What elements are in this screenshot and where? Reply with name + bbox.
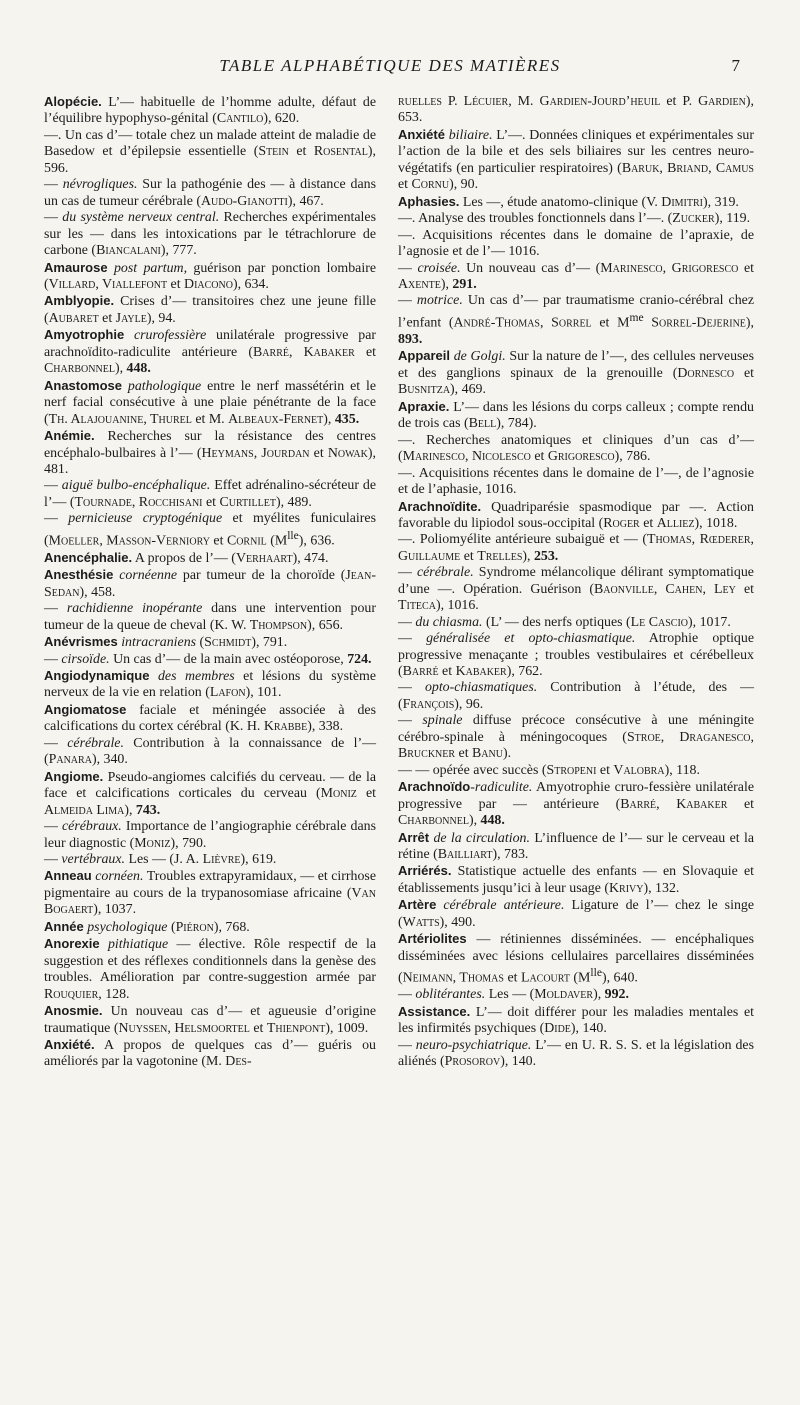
index-entry: Angiomatose faciale et méningée associée à des calcifications du cortex cérébral (K. H. Krabbe), 338. xyxy=(44,701,376,735)
index-entry: Anneau cornéen. Troubles extrapyramidaux, — et cirrhose pigmentaire au cours de la trypanosomiase africaine (Van Bogaert), 1037. xyxy=(44,868,376,918)
index-entry: — cérébraux. Importance de l’angiographie cérébrale dans leur diagnostic (Moniz), 790. xyxy=(44,819,376,851)
index-entry: — spinale diffuse précoce consécutive à une méningite cérébro-spinale à méningocoques (Stroe, Draganesco, Bruckner et Banu). xyxy=(398,713,754,762)
index-entry: Anxiété. A propos de quelques cas d’— guéris ou améliorés par la vagotonine (M. Des- xyxy=(44,1037,376,1070)
page-title: TABLE ALPHABÉTIQUE DES MATIÈRES xyxy=(219,56,561,75)
index-entry: Arachnoïdite. Quadriparésie spasmodique par —. Action favorable du lipiodol sous-occipital (Roger et Alliez), 1018. xyxy=(398,498,754,531)
page-number: 7 xyxy=(731,56,740,75)
index-entry: Aphasies. Les —, étude anatomo-clinique (V. Dimitri), 319. xyxy=(398,193,739,210)
index-entry: — pernicieuse cryptogénique et myélites funiculaires (Moeller, Masson-Verniory et Cornil $(M^{lle})$, 636. xyxy=(44,511,376,549)
index-entry: Amyotrophie crurofessière unilatérale progressive par arachnoïdito-radiculite antérieure (Barré, Kabaker et Charbonnel), 448. xyxy=(44,327,376,377)
left-column xyxy=(44,94,376,1071)
index-entry: — neuro-psychiatrique. L’— en U. R. S. S. et la législation des aliénés (Prosorov), 140. xyxy=(398,1037,754,1070)
index-entry: ruelles P. Lécuier, M. Gardien-Jourd’heuil et P. Gardien), 653. xyxy=(398,94,754,126)
index-entry: —. Recherches anatomiques et cliniques d’un cas d’— (Marinesco, Nicolesco et Grigoresco), 786. xyxy=(398,432,754,465)
index-entry: — motrice. Un cas d’— par traumatisme cranio-cérébral chez l’enfant (André-Thomas, Sorrel et $M^{me}$ Sorrel-Dejerine), 893. xyxy=(398,293,755,347)
index-entry: — opto-chiasmatiques. Contribution à l’étude, des — (François), 96. xyxy=(398,680,754,712)
index-entry: — névrogliques. Sur la pathogénie des — à distance dans un cas de tumeur cérébrale (Audo-Gianotti), 467. xyxy=(44,177,376,209)
index-entry: — vertébraux. Les — (J. A. Lièvre), 619. xyxy=(44,852,277,868)
index-entry: Amaurose post partum, guérison par ponction lombaire (Villard, Viallefont et Diacono), 634. xyxy=(44,259,376,292)
index-entry: Angiome. Pseudo-angiomes calcifiés du cerveau. — de la face et calcifications corticales du cerveau (Moniz et Almeida Lima), 743. xyxy=(44,768,377,818)
index-entry: — du chiasma. (L’ — des nerfs optiques (Le Cascio), 1017. xyxy=(398,614,731,630)
index-entry: Anastomose pathologique entre le nerf massétérin et le nerf facial consécutive à une plaie pénétrante de la face (Th. Alajouanine, Thurel et M. Albeaux-Fernet), 435. xyxy=(44,377,376,427)
index-entry: Appareil de Golgi. Sur la nature de l’—, des cellules nerveuses et des ganglions spinaux de la grenouille (Dornesco et Busnitza), 469. xyxy=(398,348,754,398)
index-entry: — rachidienne inopérante dans une intervention pour tumeur de la queue de cheval (K. W. Thompson), 656. xyxy=(44,601,376,633)
index-entry: Arrêt de la circulation. L’influence de l’— sur le cerveau et la rétine (Bailliart), 783. xyxy=(398,829,754,863)
index-entry: — cérébrale. Syndrome mélancolique délirant symptomatique d’une —. Opération. Guérison (Baonville, Cahen, Ley et Titeca), 1016. xyxy=(398,565,754,614)
index-entry: Anémie. Recherches sur la résistance des centres encéphalo-bulbaires à l’— (Heymans, Jourdan et Nowak), 481. xyxy=(44,428,376,477)
index-entry: Anesthésie cornéenne par tumeur de la choroïde (Jean-Sedan), 458. xyxy=(44,567,376,600)
index-entry: Année psychologique (Piéron), 768. xyxy=(44,918,250,935)
index-entry: — cirsoïde. Un cas d’— de la main avec ostéoporose, 724. xyxy=(44,651,372,667)
index-entry: Assistance. L’— doit différer pour les maladies mentales et les infirmités psychiques (Dide), 140. xyxy=(398,1003,754,1037)
index-entry: Artériolites — rétiniennes disséminées. — encéphaliques disséminées avec lésions cellulaires parcellaires disséminées (Neimann, Thomas et Lacourt $(M^{lle})$, 640. xyxy=(398,931,754,986)
index-entry: —. Analyse des troubles fonctionnels dans l’—. (Zucker), 119. xyxy=(398,211,751,227)
index-entry: Artère cérébrale antérieure. Ligature de l’— chez le singe (Watts), 490. xyxy=(398,897,754,930)
index-entry: —. Un cas d’— totale chez un malade atteint de maladie de Basedow et d’épilepsie essentielle (Stein et Rosental), 596. xyxy=(44,127,376,176)
index-entry: Anévrismes intracraniens (Schmidt), 791. xyxy=(44,634,288,651)
index-entry: Anencéphalie. A propos de l’— (Verhaart), 474. xyxy=(44,549,329,566)
index-entry: Arriérés. Statistique actuelle des enfants — en Slovaquie et établissements jusqu’ici à leur usage (Krivy), 132. xyxy=(398,863,754,896)
index-entry: — — opérée avec succès (Stropeni et Valobra), 118. xyxy=(398,762,700,778)
index-entry: Apraxie. L’— dans les lésions du corps calleux ; compte rendu de trois cas (Bell), 784). xyxy=(398,398,754,432)
index-entry: Amblyopie. Crises d’— transitoires chez une jeune fille (Aubaret et Jayle), 94. xyxy=(44,293,376,326)
index-entry: —. Acquisitions récentes dans le domaine de l’apraxie, de l’agnosie et de l’— 1016. xyxy=(398,227,754,260)
index-entry: Alopécie. L’— habituelle de l’homme adulte, défaut de l’équilibre hypophyso-génital (Cantilo), 620. xyxy=(44,94,376,127)
index-entry: —. Acquisitions récentes dans le domaine de l’—, de l’agnosie et de l’aphasie, 1016. xyxy=(398,465,754,498)
index-entry: — croisée. Un nouveau cas d’— (Marinesco, Grigoresco et Axente), 291. xyxy=(398,260,754,292)
running-header xyxy=(40,56,740,82)
index-entry: Arachnoïdo-radiculite. Amyotrophie cruro-fessière unilatérale progressive par — antérieure (Barré, Kabaker et Charbonnel), 448. xyxy=(398,779,754,829)
index-entry: — cérébrale. Contribution à la connaissance de l’— (Panara), 340. xyxy=(44,735,376,768)
right-column xyxy=(398,94,754,1071)
index-entry: — oblitérantes. Les — (Moldaver), 992. xyxy=(398,987,629,1003)
index-entry: Anorexie pithiatique — élective. Rôle respectif de la suggestion et des réflexes conditionnels dans la genèse des troubles. Amélioration par contre-suggestion armée par Rouquier, 128. xyxy=(44,936,376,1002)
index-entry: Anxiété biliaire. L’—. Données cliniques et expérimentales sur l’action de la bile et des sels biliaires sur les centres neuro-végétatifs (en particulier respiratoires) (Baruk, Briand, Camus et Cornu), 90. xyxy=(398,126,754,193)
index-entry: —. Poliomyélite antérieure subaiguë et — (Thomas, Rœderer, Guillaume et Trelles), 253. xyxy=(398,532,754,564)
index-entry: — du système nerveux central. Recherches expérimentales sur les — dans les intoxications par le tétrachlorure de carbone (Biancalani), 777. xyxy=(44,210,376,259)
index-entry: Angiodynamique des membres et lésions du système nerveux de la vie en relation (Lafon), 101. xyxy=(44,668,376,701)
index-entry: — généralisée et opto-chiasmatique. Atrophie optique progressive menaçante ; troubles vestibulaires et cérébelleux (Barré et Kabaker), 762. xyxy=(398,631,754,680)
index-entry: Anosmie. Un nouveau cas d’— et agueusie d’origine traumatique (Nuyssen, Helsmoortel et Thienpont), 1009. xyxy=(44,1003,376,1036)
index-entry: — aiguë bulbo-encéphalique. Effet adrénalino-sécréteur de l’— (Tournade, Rocchisani et Curtillet), 489. xyxy=(44,478,376,510)
